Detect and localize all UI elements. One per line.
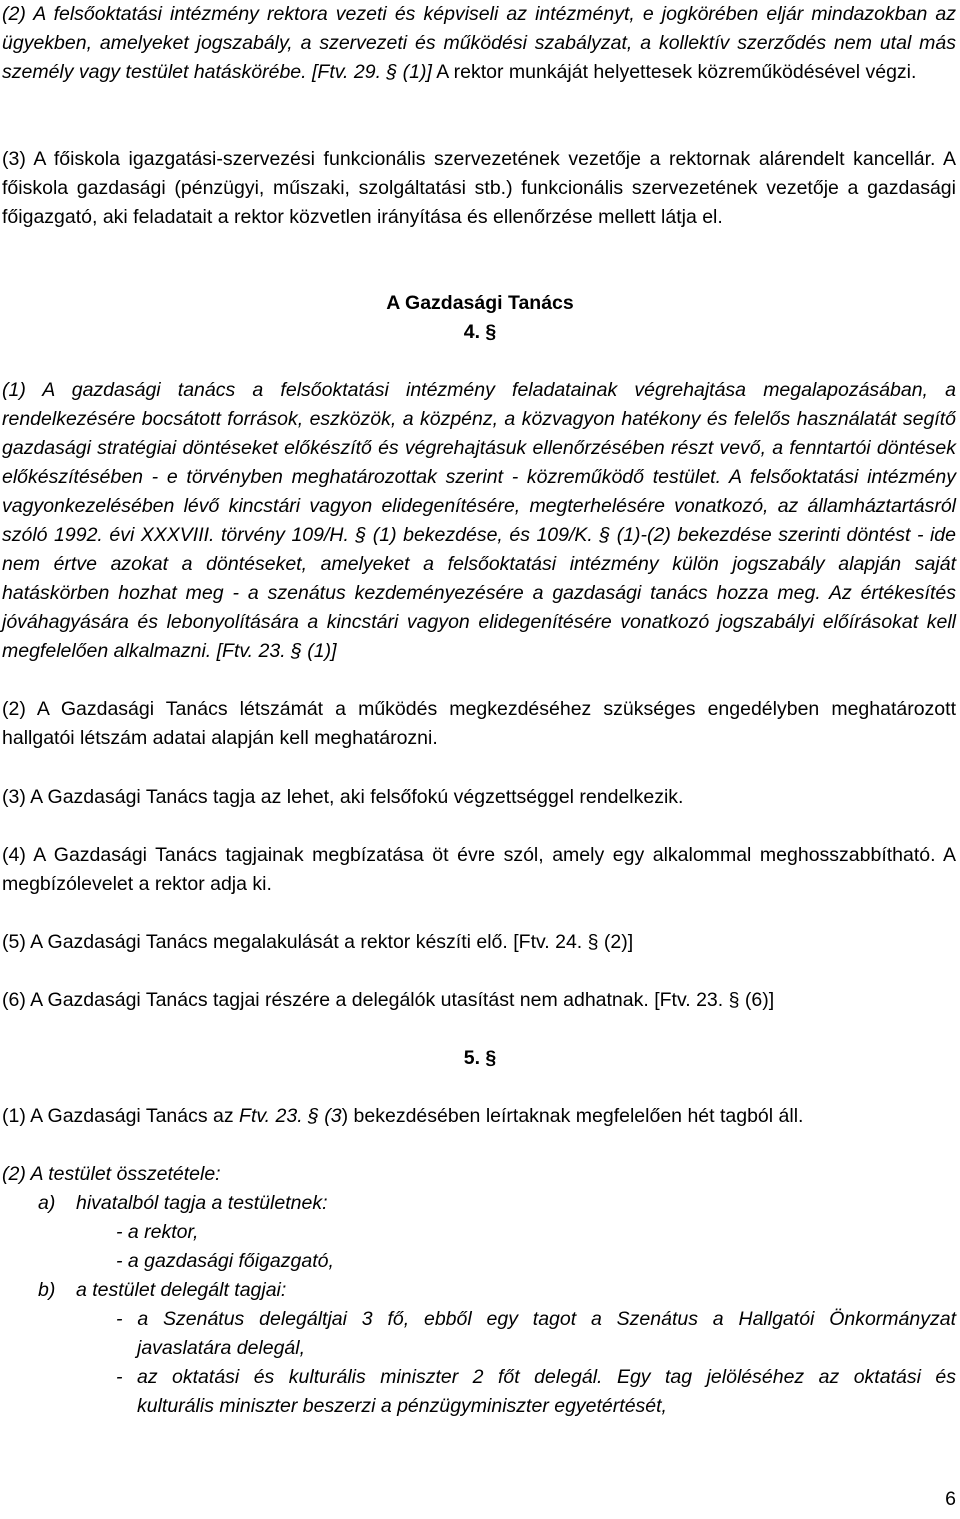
paragraph-council-role (2, 376, 956, 666)
paragraph-chancellor (2, 145, 956, 232)
list-item-director-general: - a gazdasági főigazgató, (116, 1250, 334, 1272)
rector-duties-text: (2) A felsőoktatási intézmény rektora vezeti és képviseli az intézményt, e jogkörében eljár mindazokban az ügyekben, amelyeket jogszabály, a szervezeti és működési szabályzat, a kollektív szerződés nem utal más személy vagy testület hatáskörébe. (2, 3, 956, 83)
ex-officio-label: hivatalból tagja a testületnek: (76, 1192, 328, 1214)
list-item-senate-line2: javaslatára delegál, (137, 1337, 306, 1359)
rector-duties-deputies: A rektor munkáját helyettesek közreműködésével végzi. (431, 61, 917, 83)
section-5-heading: 5. § (463, 1047, 497, 1069)
paragraph-formation: (5) A Gazdasági Tanács megalakulását a rektor készíti elő. [Ftv. 24. § (2)] (2, 931, 634, 953)
list-marker-a: a) (38, 1192, 56, 1214)
chancellor-text-a: (3) A főiskola igazgatási-szervezési funkcionális szervezetének vezetője a rektornak alárendelt kancellár. A főiskola gazdasági (pénzügyi, műszaki, szolgáltatási stb. (2, 148, 956, 199)
delegated-members-label: a testület delegált tagjai: (76, 1279, 287, 1301)
paragraph-seven-members (2, 1102, 956, 1131)
list-marker-b: b) (38, 1279, 56, 1301)
list-item-senate-line1: - a Szenátus delegáltjai 3 fő, ebből egy tagot a Szenátus a Hallgatói Önkormányzat (116, 1308, 956, 1330)
paragraph-rector-duties (2, 0, 956, 87)
seven-members-text-b: ) bekezdésében leírtaknak megfelelően hét tagból áll. (341, 1105, 804, 1127)
rector-duties-citation: [Ftv. 29. § (1)] (312, 61, 432, 83)
list-item-minister-line1: - az oktatási és kulturális miniszter 2 főt delegál. Egy tag jelöléséhez az oktatási és (116, 1366, 956, 1388)
council-asset-text: A felsőoktatási intézmény vagyonkezelésében lévő kincstári vagyon elidegenítésére, megterhelésére vonatkozó, az államháztartásról szóló 1992. évi XXXVIII. törvény 109/H. § (1) bekezdése, és 109/K. § (1)-(2) bekezdése szerinti döntést - ide nem értve azokat a döntéseket, amelyeket a felsőoktatási intézmény külön jogszabály alapján saját hatáskörben hozhat meg - a szenátus kezdeményezésére a gazdasági tanács hozza meg. Az értékesítés jóváhagyására és lebonyolítására a kincstári vagyon elidegenítésére vonatkozó jogszabályi előírásokat kell megfelelően alkalmazni. [Ftv. 23. § (1)] (2, 466, 956, 662)
chancellor-text-b: ) funkcionális szervezetének vezetője a gazdasági főigazgató, aki feladatait a rektor közvetlen irányítása és ellenőrzése mellett látja el. (2, 177, 956, 228)
council-heading: A Gazdasági Tanács (386, 292, 574, 314)
paragraph-no-instructions: (6) A Gazdasági Tanács tagjai részére a delegálók utasítást nem adhatnak. [Ftv. 23. § (6)] (2, 989, 775, 1011)
page-number: 6 (945, 1488, 956, 1510)
section-4-heading: 4. § (463, 321, 497, 343)
list-item-minister-line2: kulturális miniszter beszerzi a pénzügyminiszter egyetértését, (137, 1395, 667, 1417)
seven-members-text-a: (1) A Gazdasági Tanács az (2, 1105, 240, 1127)
seven-members-citation: Ftv. 23. § (3 (239, 1105, 342, 1127)
composition-title: (2) A testület összetétele: (2, 1163, 221, 1185)
list-item-rector: - a rektor, (116, 1221, 199, 1243)
paragraph-council-size: (2) A Gazdasági Tanács létszámát a működés megkezdéséhez szükséges engedélyben meghatározott hallgatói létszám adatai alapján kell meghatározni. (2, 698, 956, 749)
council-role-text: (1) A gazdasági tanács a felsőoktatási intézmény feladatainak végrehajtása megalapozásában, a rendelkezésére bocsátott források, eszközök, a közpénz, a közvagyon hatékony és felelős használatát segítő gazdasági stratégiai döntéseket előkészítő és végrehajtásuk ellenőrzésében részt vevő, a fenntartói döntések előkészítésében - e törvényben meghatározottak szerint - közreműködő testület. (2, 379, 956, 488)
paragraph-member-eligibility: (3) A Gazdasági Tanács tagja az lehet, aki felsőfokú végzettséggel rendelkezik. (2, 786, 684, 808)
paragraph-mandate-term: (4) A Gazdasági Tanács tagjainak megbízatása öt évre szól, amely egy alkalommal meghosszabbítható. A megbízólevelet a rektor adja ki. (2, 844, 956, 895)
